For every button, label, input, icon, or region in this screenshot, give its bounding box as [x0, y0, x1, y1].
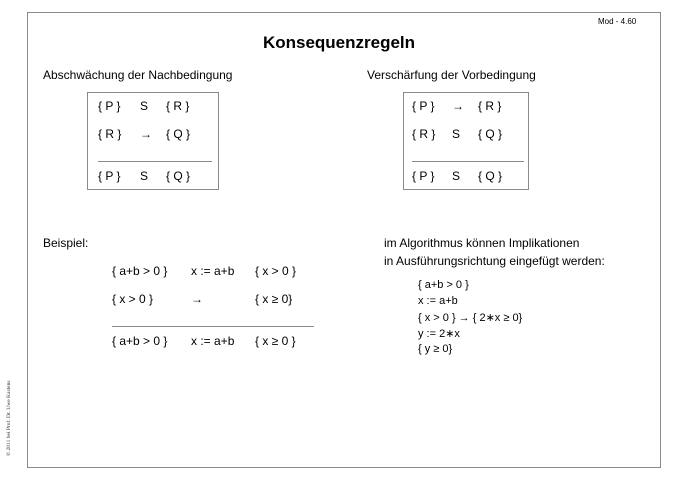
- left-rule-row2-post: { Q }: [166, 127, 191, 141]
- right-rule-concl-pre: { P }: [412, 169, 435, 183]
- copyright-note: © 2011 bei Prof. Dr. Uwe Kastens: [6, 380, 12, 456]
- algorithm-step-2: x := a+b: [418, 295, 458, 307]
- left-rule-concl-post: { Q }: [166, 169, 191, 183]
- right-rule-concl-mid: S: [452, 169, 461, 183]
- left-rule-row1-post: { R }: [166, 99, 190, 113]
- right-rule-divider: [412, 161, 524, 162]
- left-rule-heading: Abschwächung der Nachbedingung: [43, 68, 233, 82]
- right-rule-row1-mid: →: [452, 99, 464, 113]
- example-row1-post: { x > 0 }: [255, 264, 297, 278]
- right-rule-concl-post: { Q }: [478, 169, 503, 183]
- slide-id: Mod - 4.60: [598, 17, 637, 26]
- right-rule-row1-pre: { P }: [412, 99, 435, 113]
- example-row2-post: { x ≥ 0}: [255, 292, 293, 306]
- left-rule-row1-pre: { P }: [98, 99, 121, 113]
- algorithm-step-4: y := 2∗x: [418, 328, 460, 340]
- algorithm-line-2: in Ausführungsrichtung eingefügt werden:: [384, 254, 605, 268]
- example-concl-pre: { a+b > 0 }: [112, 334, 168, 348]
- right-rule-box: [403, 92, 529, 190]
- right-rule-row2-pre: { R }: [412, 127, 436, 141]
- algorithm-line-1: im Algorithmus können Implikationen: [384, 236, 580, 250]
- left-rule-row2-mid: →: [140, 127, 152, 141]
- right-rule-row2-mid: S: [452, 127, 461, 141]
- right-rule-heading: Verschärfung der Vorbedingung: [367, 68, 536, 82]
- algorithm-step-5: { y ≥ 0}: [418, 343, 453, 355]
- example-divider: [112, 326, 314, 327]
- left-rule-concl-mid: S: [140, 169, 149, 183]
- example-row2-pre: { x > 0 }: [112, 292, 154, 306]
- algorithm-step-3: { x > 0 } → { 2∗x ≥ 0}: [418, 312, 523, 324]
- page-title: Konsequenzregeln: [262, 33, 416, 52]
- left-rule-row1-mid: S: [140, 99, 149, 113]
- right-rule-row2-post: { Q }: [478, 127, 503, 141]
- example-concl-post: { x ≥ 0 }: [255, 334, 296, 348]
- left-rule-box: [87, 92, 219, 190]
- example-row1-mid: x := a+b: [191, 264, 235, 278]
- example-concl-mid: x := a+b: [191, 334, 235, 348]
- example-label: Beispiel:: [43, 236, 89, 250]
- example-row1-pre: { a+b > 0 }: [112, 264, 168, 278]
- right-rule-row1-post: { R }: [478, 99, 502, 113]
- algorithm-step-1: { a+b > 0 }: [418, 279, 469, 291]
- left-rule-row2-pre: { R }: [98, 127, 122, 141]
- left-rule-divider: [98, 161, 212, 162]
- left-rule-concl-pre: { P }: [98, 169, 121, 183]
- example-row2-mid: →: [191, 292, 203, 306]
